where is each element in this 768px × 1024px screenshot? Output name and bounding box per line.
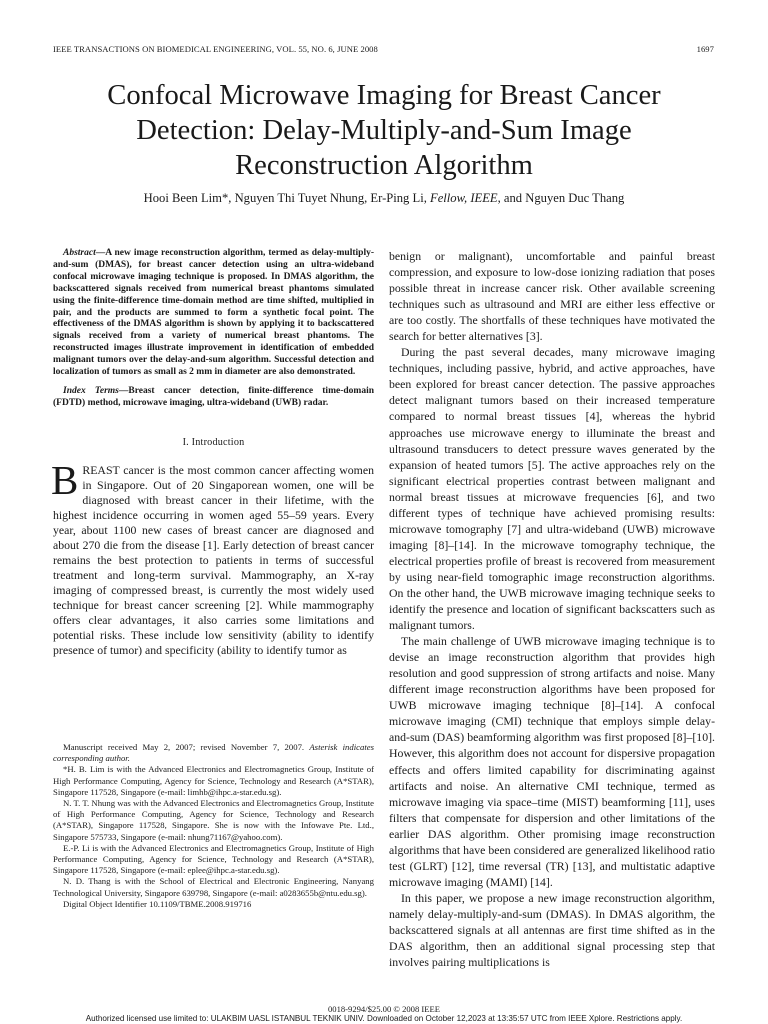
copyright-line: 0018-9294/$25.00 © 2008 IEEE xyxy=(327,1004,441,1014)
author-list xyxy=(40,191,728,206)
intro-paragraph xyxy=(51,456,374,658)
abstract-text: —A new image reconstruction algorithm, termed as delay-multiply-and-sum (DMAS), for breast cancer detection using an ultra-wideband confocal microwave imaging technique is proposed. In DMAS algorithm, the backscattered signals received from numerical breast phantoms simulated using the finite-difference time-domain method are time shifted, multiplied in pair, and the products are summed to form a synthetic focal point. The effectiveness of the DMAS algorithm is shown by applying it to backscattered signals received from a variety of numerical breast phantoms. The reconstructed images illustrate improvement in identification of embedded malignant tumors over the delay-and-sum algorithm. Successful detection and localization of tumors as small as 2 mm in diameter are also demonstrated. xyxy=(53,248,374,378)
journal-header: IEEE TRANSACTIONS ON BIOMEDICAL ENGINEERING, VOL. 55, NO. 6, JUNE 2008 xyxy=(53,44,378,54)
footnote-thang: N. D. Thang is with the School of Electrical and Electronic Engineering, Nanyang Technological University, Singapore 639798, Singapore (e-mail: a0283655b@ntu.edu.sg). xyxy=(53,876,374,898)
index-terms-label: Index Terms xyxy=(63,385,119,396)
authors-before: Hooi Been Lim*, Nguyen Thi Tuyet Nhung, Er-Ping Li, xyxy=(143,191,430,205)
footnote-lim: *H. B. Lim is with the Advanced Electronics and Electromagnetics Group, Institute of High Performance Computing, Agency for Science, Technology and Research (A*STAR), Singapore 117528, Singapore (e-mail: limhb@ihpc.a-star.edu.sg). xyxy=(53,764,374,797)
authorized-use-notice: Authorized licensed use limited to: ULAKBIM UASL ISTANBUL TEKNIK UNIV. Downloaded on October 12,2023 at 13:35:57 UTC from IEEE Xplore. Restrictions apply. xyxy=(85,1014,683,1023)
paper-title xyxy=(40,78,728,183)
intro-text: REAST cancer is the most common cancer affecting women in Singapore. Out of 20 Singaporean women, one will be diagnosed with breast cancer in their lifetime, with the highest incidence occurring in women aged 55–59 years. Every year, about 1100 new cases of breast cancer are diagnosed and about 270 die from the disease [1]. Early detection of breast cancer remains the best protection to patients in terms of successful treatment and long-term survival. Mammography, an X-ray imaging of compressed breast, is currently the most widely used technique for breast cancer screening [2]. While mammography offers clear advantages, it also carries some limitations and potential risks. These include low sensitivity (ability to identify presence of tumor) and specificity (ability to identify tumor as xyxy=(53,462,374,657)
authors-after: , and Nguyen Duc Thang xyxy=(497,191,625,205)
title-line-3: Reconstruction Algorithm xyxy=(235,150,533,181)
page-number: 1697 xyxy=(696,44,714,54)
body-paragraph-1: benign or malignant), uncomfortable and painful breast compression, and exposure to low-dose ionizing radiation that poses possible threat in increase cancer risk. Other available screening techniques such as ultrasound and MRI are either less effective or are too costly. The shortfalls of these techniques have motivated the search for better alternatives [3]. xyxy=(389,249,715,344)
index-terms xyxy=(53,386,374,410)
title-line-2: Detection: Delay-Multiply-and-Sum Image xyxy=(136,115,632,146)
section-heading: I. Introduction xyxy=(182,436,245,448)
body-paragraph-4: In this paper, we propose a new image reconstruction algorithm, namely delay-multiply-and-sum (DMAS). In DMAS algorithm, the backscattered signals at all antennas are first time shifted as in the DAS algorithm, then an additional signal processing step that involves pairing multiplications is xyxy=(389,890,715,970)
footnote-asterisk: Asterisk indicates corresponding author. xyxy=(53,742,374,764)
title-line-1: Confocal Microwave Imaging for Breast Cancer xyxy=(107,80,661,111)
index-terms-text: —Breast cancer detection, finite-difference time-domain (FDTD) method, microwave imaging, ultra-wideband (UWB) radar. xyxy=(53,385,374,408)
footnote-li: E.-P. Li is with the Advanced Electronics and Electromagnetics Group, Institute of High Performance Computing, Agency for Science, Technology and Research (A*STAR), Singapore 117528, Singapore (e-mail: eplee@ihpc.a-star.edu.sg). xyxy=(53,842,374,876)
footnotes xyxy=(53,742,374,910)
abstract-label: Abstract xyxy=(63,248,96,258)
footnote-received-text: Manuscript received May 2, 2007; revised November 7, 2007. xyxy=(63,742,310,752)
body-paragraph-2: During the past several decades, many microwave imaging techniques, including passive, hybrid, and active approaches, have been explored for breast cancer detection. The passive approaches detect malignant tumors based on their increased temperature compared to normal breast tissues [4], whereas the hybrid approaches use microwave energy to illuminate the breast and ultrasound transducers to detect pressure waves generated by the expansion of heated tumors [5]. The active approaches rely on the significant electrical properties contrast between malignant and normal breast tissues at microwave frequencies [6], and two different types of technique have achieved promising results: microwave tomography [7] and ultra-wideband (UWB) microwave imaging [8]–[14]. In the microwave tomography technique, the electrical properties profile of breast is recovered from measurement by using near-field tomographic image reconstruction algorithms. On the other hand, the UWB microwave imaging technique seeks to identify the presence and location of significant backscatters such as malignant tumors. xyxy=(389,345,715,633)
authors-fellow: Fellow, IEEE xyxy=(430,191,498,205)
footnote-doi: Digital Object Identifier 10.1109/TBME.2008.919716 xyxy=(63,898,252,909)
footnote-nhung: N. T. T. Nhung was with the Advanced Electronics and Electromagnetics Group, Institute of High Performance Computing, Agency for Science, Technology and Research (A*STAR), Singapore 117528, Singapore. She is now with the Infowave Pte. Ltd., Singapore 575733, Singapore (e-mail: nhung71167@yahoo.com). xyxy=(53,798,374,842)
footnote-received xyxy=(53,742,374,764)
left-column xyxy=(53,248,374,658)
right-column xyxy=(389,248,715,970)
body-paragraph-3: The main challenge of UWB microwave imaging technique is to devise an image reconstruction algorithm that provides high resolution and good suppression of strong artifacts and noise. Many different image reconstruction algorithms have been proposed for UWB microwave imaging technique [8]–[14]. A confocal microwave imaging (CMI) technique that employs simple delay-and-sum (DAS) beamforming algorithm was first proposed [8]–[10]. However, this algorithm does not account for dispersive propagation effects and offers limited capability for discriminating against artifacts and noise. An alternative CMI technique, termed as microwave imaging via space–time (MIST) beamforming [11], uses filters that compensate for dispersion and other limitations of the earlier DAS algorithm. Other promising image reconstruction algorithms that have been considered are generalized likelihood ratio test (GLRT) [12], time reversal (TR) [13], and multistatic adaptive microwave imaging (MAMI) [14]. xyxy=(389,634,715,889)
drop-cap: B xyxy=(51,456,79,503)
abstract xyxy=(53,248,374,379)
